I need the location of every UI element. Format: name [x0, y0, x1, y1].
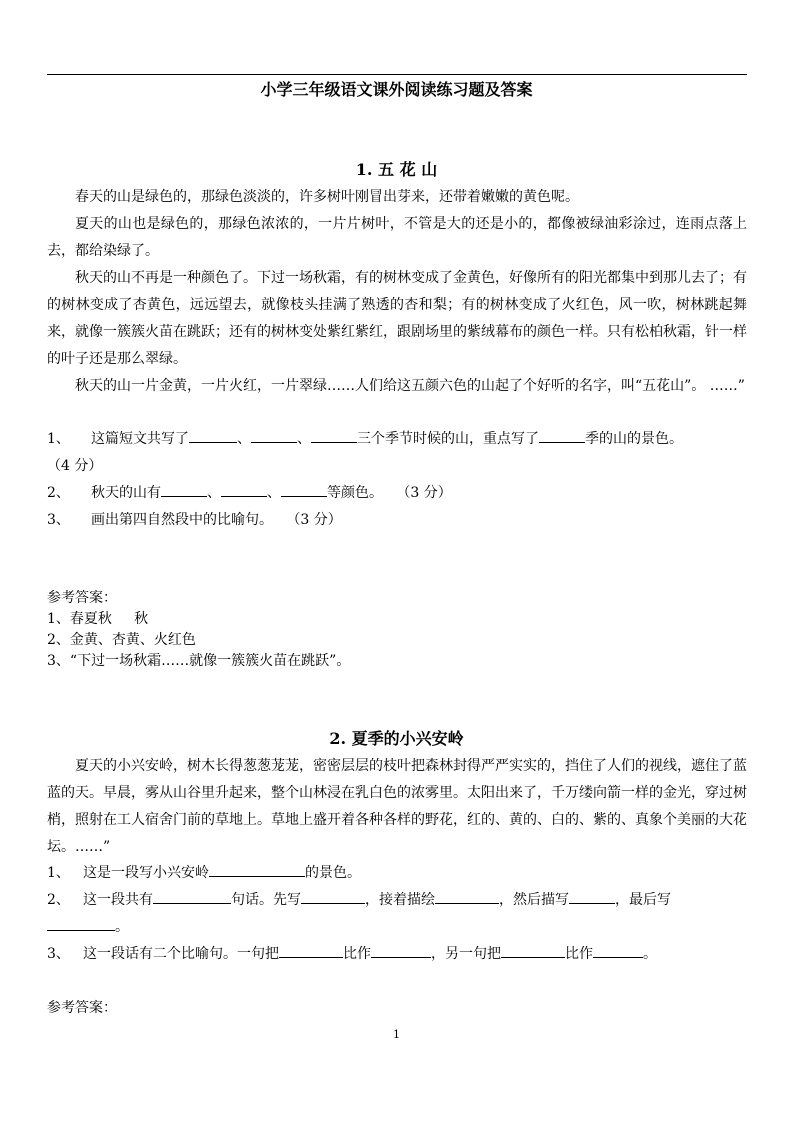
question-number: 1、	[47, 865, 70, 881]
s1-question-1: 1、 这篇短文共写了 、 、 三个季节时候的山，重点写了 季的山的景色。 （4 分）	[47, 426, 747, 480]
answer-blank[interactable]	[371, 943, 431, 958]
answer-blank[interactable]	[153, 889, 231, 904]
answer-blank[interactable]	[435, 889, 499, 904]
answer-blank[interactable]	[569, 889, 615, 904]
header-rule	[47, 74, 747, 75]
s1-paragraph-1: 春天的山是绿色的，那绿色淡淡的，许多树叶刚冒出芽来，还带着嫩嫩的黄色呢。	[75, 189, 579, 205]
answer-line: 1、春夏秋 秋	[47, 611, 149, 627]
answer-blank[interactable]	[221, 482, 267, 497]
section-2-title: 2. 夏季的小兴安岭	[329, 729, 464, 748]
answer-blank[interactable]	[311, 428, 357, 443]
s1-question-3: 3、 画出第四自然段中的比喻句。 （3 分）	[47, 507, 747, 534]
answer-blank[interactable]	[209, 862, 305, 877]
s2-question-3: 3、 这一段话有二个比喻句。一句把 比作 ，另一句把 比作 。	[47, 941, 747, 968]
s2-question-1: 1、 这是一段写小兴安岭 的景色。	[47, 860, 747, 887]
answer-blank[interactable]	[47, 916, 115, 931]
question-number: 3、	[47, 512, 70, 528]
answer-label: 参考答案：	[47, 1000, 117, 1016]
document-title: 小学三年级语文课外阅读练习题及答案	[260, 80, 533, 99]
s1-question-2: 2、 秋天的山有 、 、 等颜色。 （3 分）	[47, 480, 747, 507]
section-1-title: 1. 五 花 山	[355, 160, 438, 179]
score: （4 分）	[47, 458, 103, 474]
question-number: 1、	[47, 431, 70, 447]
s2-paragraph-1: 夏天的小兴安岭，树木长得葱葱茏茏，密密层层的枝叶把森林封得严严实实的，挡住了人们的视线，遮住了蓝蓝的天。早晨，雾从山谷里升起来，整个山林浸在乳白色的浓雾里。太阳出来了，千万缕向箭一样的金光，穿过树梢，照射在工人宿舍门前的草地上。草地上盛开着各种各样的野花，红的、黄的、白的、紫的、真象个美丽的大花坛。……”	[47, 758, 747, 855]
answer-line: 2、金黄、杏黄、火红色	[47, 632, 196, 648]
answer-blank[interactable]	[281, 482, 327, 497]
answer-blank[interactable]	[593, 943, 643, 958]
answer-blank[interactable]	[161, 482, 207, 497]
s1-paragraph-4: 秋天的山一片金黄，一片火红，一片翠绿……人们给这五颜六色的山起了个好听的名字，叫“五花山”。 ……”	[75, 378, 745, 394]
answer-blank[interactable]	[251, 428, 297, 443]
question-number: 2、	[47, 485, 70, 501]
question-number: 3、	[47, 946, 70, 962]
s1-paragraph-3: 秋天的山不再是一种颜色了。下过一场秋霜，有的树林变成了金黄色，好像所有的阳光都集中到那儿去了；有的树林变成了杏黄色，远远望去，就像枝头挂满了熟透的杏和梨；有的树林变成了火红色，风一吹，树林跳起舞来，就像一簇簇火苗在跳跃；还有的树林变处紫红紫红，跟剧场里的紫绒幕布的颜色一样。只有松柏秋霜，针一样的叶子还是那么翠绿。	[47, 270, 747, 367]
page-number: 1	[393, 1028, 400, 1041]
question-number: 2、	[47, 892, 70, 908]
answer-blank[interactable]	[279, 943, 343, 958]
answer-blank[interactable]	[501, 943, 565, 958]
answer-line: 3、“下过一场秋霜……就像一簇簇火苗在跳跃”。	[47, 653, 351, 669]
score: （3 分）	[286, 512, 342, 528]
answer-blank[interactable]	[301, 889, 365, 904]
s2-question-2: 2、 这一段共有 句话。先写 ，接着描绘 ，然后描写 ，最后写 。	[47, 887, 747, 941]
answer-label: 参考答案：	[47, 590, 117, 606]
s1-answer-key	[47, 588, 747, 672]
score: （3 分）	[396, 485, 452, 501]
s2-answer-key	[47, 998, 747, 1019]
answer-blank[interactable]	[539, 428, 585, 443]
s1-paragraph-2: 夏天的山也是绿色的，那绿色浓浓的，一片片树叶，不管是大的还是小的，都像被绿油彩涂过，连雨点落上去，都给染绿了。	[47, 216, 747, 259]
answer-blank[interactable]	[189, 428, 237, 443]
